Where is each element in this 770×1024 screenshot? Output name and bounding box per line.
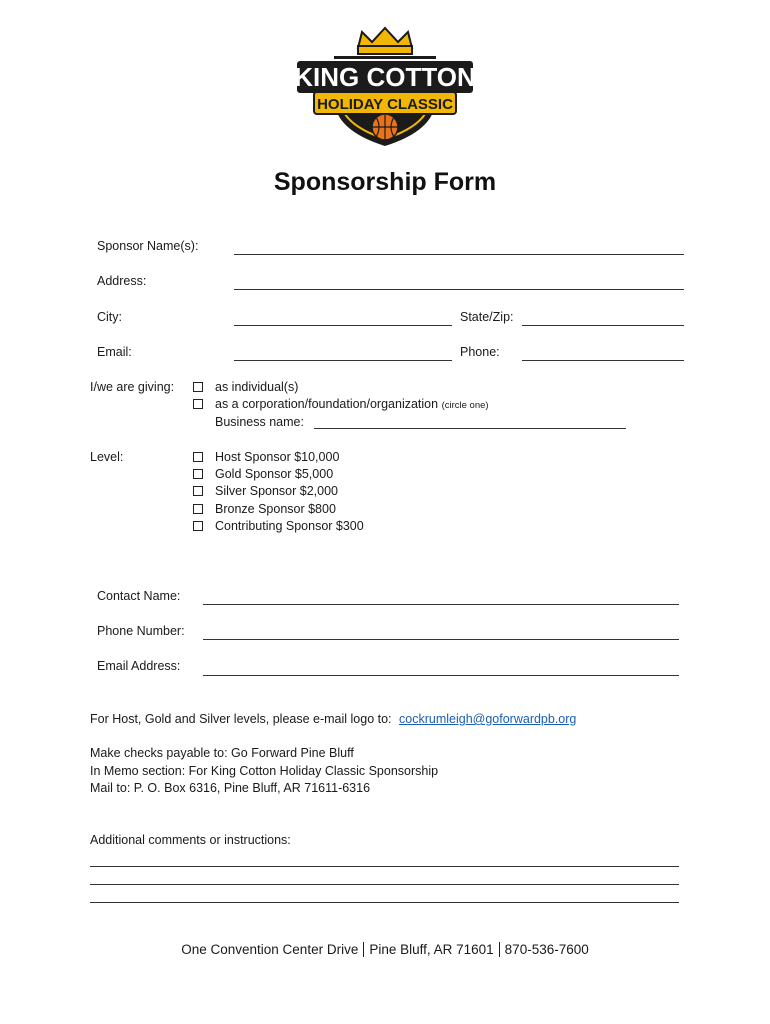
contact-name-label: Contact Name: xyxy=(97,589,181,603)
comments-line-3[interactable] xyxy=(90,902,679,903)
corporation-option-text: as a corporation/foundation/organization xyxy=(215,397,439,411)
comments-line-2[interactable] xyxy=(90,884,679,885)
phone-field[interactable] xyxy=(522,360,684,361)
footer-address: One Convention Center Drive xyxy=(181,942,359,957)
city-field[interactable] xyxy=(234,325,452,326)
footer-divider xyxy=(363,942,364,957)
mail-to-note: Mail to: P. O. Box 6316, Pine Bluff, AR 71611-6316 xyxy=(90,781,371,795)
contact-name-field[interactable] xyxy=(203,604,679,605)
footer-phone: 870-536-7600 xyxy=(504,942,589,957)
sponsor-names-label: Sponsor Name(s): xyxy=(97,239,199,253)
comments-line-1[interactable] xyxy=(90,866,679,867)
email-address-field[interactable] xyxy=(203,675,679,676)
sponsor-names-field[interactable] xyxy=(234,254,684,255)
footer-city: Pine Bluff, AR 71601 xyxy=(369,942,494,957)
logo-instructions xyxy=(90,712,576,726)
logo-instructions-text: For Host, Gold and Silver levels, please e-mail logo to: xyxy=(90,712,392,726)
address-field[interactable] xyxy=(234,289,684,290)
email-field[interactable] xyxy=(234,360,452,361)
checks-payable-note: Make checks payable to: Go Forward Pine Bluff xyxy=(90,746,354,760)
individual-checkbox[interactable] xyxy=(193,382,203,392)
business-name-field[interactable] xyxy=(314,428,626,429)
additional-comments-label: Additional comments or instructions: xyxy=(90,833,291,847)
business-name-label: Business name: xyxy=(215,415,304,429)
city-label: City: xyxy=(97,310,122,324)
page-title: Sponsorship Form xyxy=(273,168,497,196)
gold-sponsor-checkbox[interactable] xyxy=(193,469,203,479)
crown-icon xyxy=(358,28,412,54)
king-cotton-logo xyxy=(290,26,480,150)
level-option-host: Host Sponsor $10,000 xyxy=(215,450,340,464)
corporation-checkbox[interactable] xyxy=(193,399,203,409)
logo-email-link[interactable]: cockrumleigh@goforwardpb.org xyxy=(399,712,577,726)
phone-number-field[interactable] xyxy=(203,639,679,640)
logo-line2: HOLIDAY CLASSIC xyxy=(317,96,453,113)
level-option-gold: Gold Sponsor $5,000 xyxy=(215,467,334,481)
address-label: Address: xyxy=(97,274,147,288)
level-option-silver: Silver Sponsor $2,000 xyxy=(215,484,338,498)
email-label: Email: xyxy=(97,345,132,359)
level-label: Level: xyxy=(90,450,124,464)
footer xyxy=(0,942,770,957)
email-address-label: Email Address: xyxy=(97,659,181,673)
basketball-icon xyxy=(372,114,398,140)
silver-sponsor-checkbox[interactable] xyxy=(193,486,203,496)
phone-label: Phone: xyxy=(460,345,500,359)
level-option-bronze: Bronze Sponsor $800 xyxy=(215,502,336,516)
memo-note: In Memo section: For King Cotton Holiday Classic Sponsorship xyxy=(90,764,439,778)
contributing-sponsor-checkbox[interactable] xyxy=(193,521,203,531)
footer-divider xyxy=(499,942,500,957)
state-zip-label: State/Zip: xyxy=(460,310,514,324)
level-option-contributing: Contributing Sponsor $300 xyxy=(215,519,364,533)
individual-option: as individual(s) xyxy=(215,380,299,394)
logo-line1: KING COTTON xyxy=(294,62,476,92)
circle-one-note: (circle one) xyxy=(441,400,489,411)
host-sponsor-checkbox[interactable] xyxy=(193,452,203,462)
giving-label: I/we are giving: xyxy=(90,380,175,394)
corporation-option xyxy=(215,397,489,411)
phone-number-label: Phone Number: xyxy=(97,624,185,638)
bronze-sponsor-checkbox[interactable] xyxy=(193,504,203,514)
state-zip-field[interactable] xyxy=(522,325,684,326)
